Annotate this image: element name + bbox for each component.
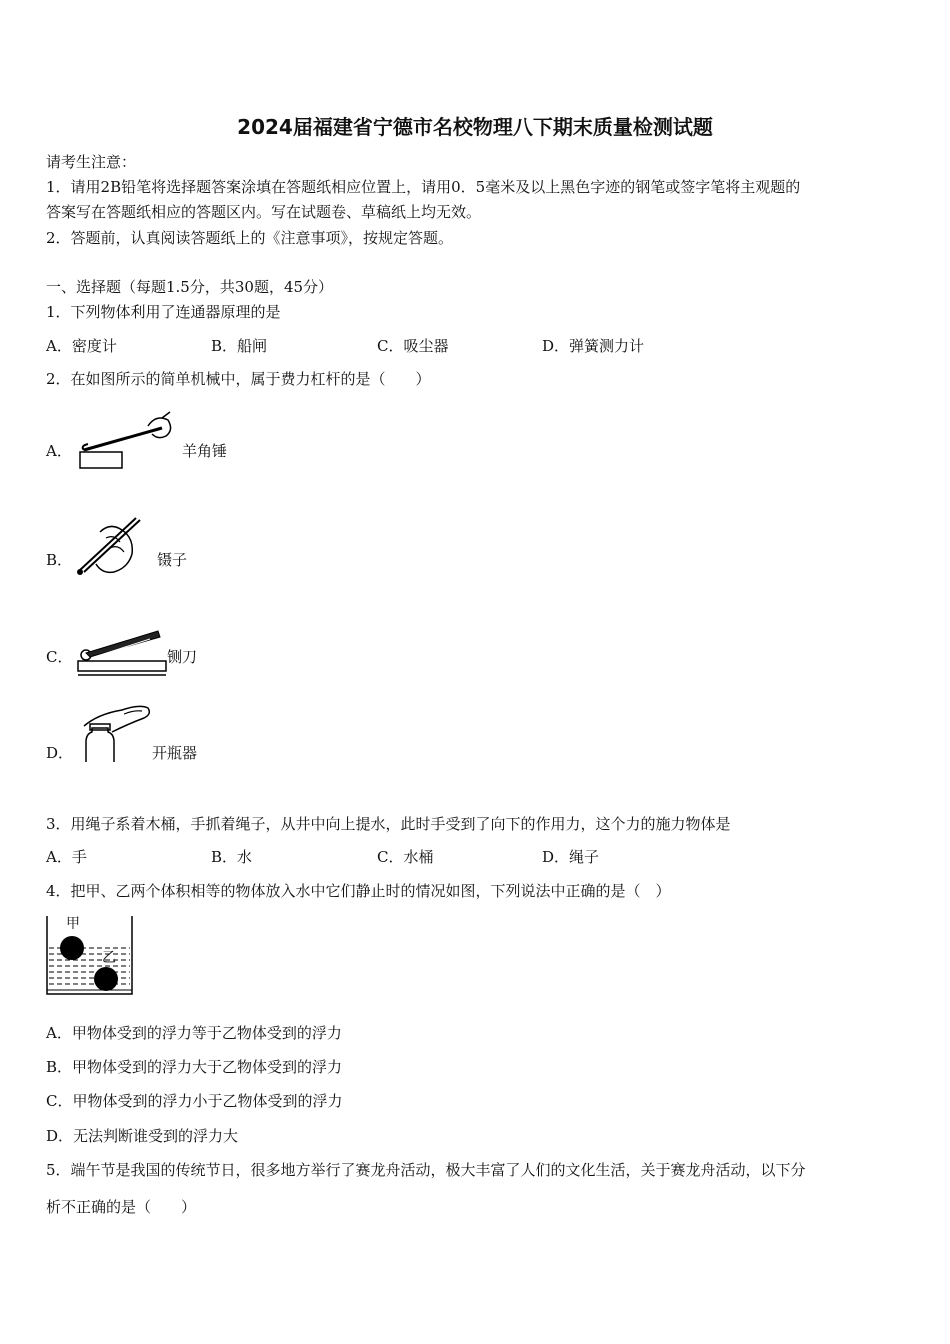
q2-option-c-caption: 铡刀 [167, 648, 198, 666]
claw-hammer-figure [76, 410, 176, 472]
question-2-stem: 2．在如图所示的简单机械中，属于费力杠杆的是（ ） [46, 370, 431, 388]
tweezers-figure [70, 512, 156, 582]
q3-option-c: C．水桶 [377, 848, 434, 866]
q2-option-b-letter: B． [46, 551, 73, 569]
section-heading: 一、选择题（每题1.5分，共30题，45分） [46, 278, 334, 296]
notice-line-2: 2．答题前，认真阅读答题纸上的《注意事项》，按规定答题。 [46, 229, 454, 247]
page-title: 2024届福建省宁德市名校物理八下期末质量检测试题 [237, 115, 713, 139]
q3-option-a: A．手 [46, 848, 87, 866]
q1-option-c: C．吸尘器 [377, 337, 449, 355]
question-4-stem: 4．把甲、乙两个体积相等的物体放入水中它们静止时的情况如图，下列说法中正确的是（ ） [46, 882, 671, 900]
q2-option-a-letter: A． [46, 442, 72, 460]
q1-option-a: A．密度计 [46, 337, 117, 355]
floating-objects-figure [44, 914, 136, 998]
bottle-opener-figure [78, 702, 154, 764]
hay-cutter-figure [74, 625, 170, 681]
q2-option-b-caption: 镊子 [157, 551, 188, 569]
q4-option-d: D．无法判断谁受到的浮力大 [46, 1127, 239, 1145]
q2-option-c-letter: C． [46, 648, 73, 666]
question-5-stem-line-1: 5．端午节是我国的传统节日，很多地方举行了赛龙舟活动，极大丰富了人们的文化生活，关于赛龙舟活动，以下分 [46, 1161, 806, 1179]
q4-option-b: B．甲物体受到的浮力大于乙物体受到的浮力 [46, 1058, 343, 1076]
q1-option-d: D．弹簧测力计 [542, 337, 645, 355]
notice-line-1b: 答案写在答题纸相应的答题区内。写在试题卷、草稿纸上均无效。 [46, 203, 482, 221]
question-3-stem: 3．用绳子系着木桶，手抓着绳子，从井中向上提水，此时手受到了向下的作用力，这个力的施力物体是 [46, 815, 731, 833]
q4-option-a: A．甲物体受到的浮力等于乙物体受到的浮力 [46, 1024, 342, 1042]
q3-option-b: B．水 [211, 848, 253, 866]
notice-heading: 请考生注意： [46, 153, 137, 171]
notice-line-1a: 1．请用2B铅笔将选择题答案涂填在答题纸相应位置上，请用0．5毫米及以上黑色字迹的钢笔或签字笔将主观题的 [46, 178, 801, 196]
q4-option-c: C．甲物体受到的浮力小于乙物体受到的浮力 [46, 1092, 343, 1110]
q2-option-d-caption: 开瓶器 [152, 744, 198, 762]
q1-option-b: B．船闸 [211, 337, 268, 355]
q2-option-a-caption: 羊角锤 [182, 442, 228, 460]
question-1-stem: 1．下列物体利用了连通器原理的是 [46, 303, 281, 321]
q2-option-d-letter: D． [46, 744, 74, 762]
question-5-stem-line-2: 析不正确的是（ ） [46, 1198, 197, 1216]
label-yi: 乙 [102, 950, 116, 966]
label-jia: 甲 [66, 916, 80, 932]
q3-option-d: D．绳子 [542, 848, 600, 866]
